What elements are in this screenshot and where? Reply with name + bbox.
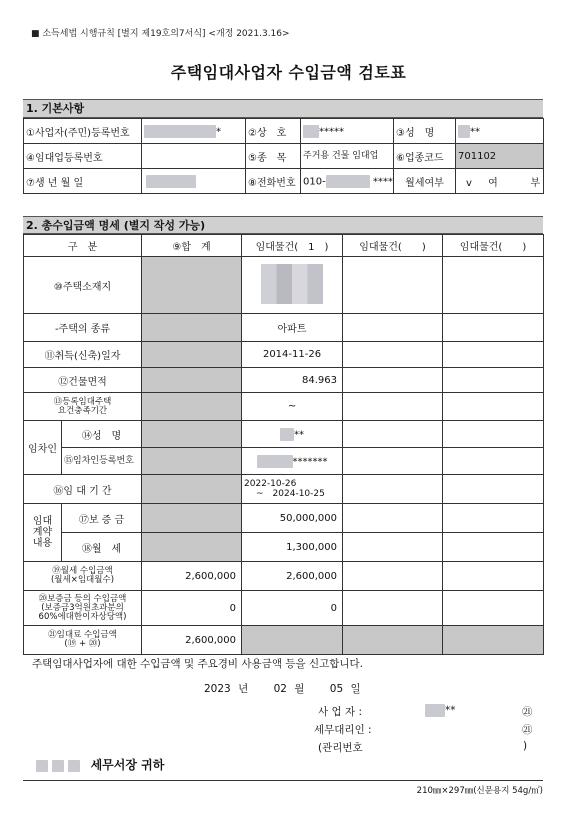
check-mark[interactable]: v bbox=[466, 177, 472, 189]
prop1-lease-period[interactable] bbox=[242, 475, 343, 504]
total-deposit bbox=[142, 504, 242, 533]
option-yes[interactable]: 여 bbox=[488, 177, 498, 189]
mgmt-label: (관리번호 bbox=[318, 742, 363, 754]
prop3-rent-income[interactable] bbox=[443, 562, 544, 591]
prop1-address[interactable] bbox=[242, 257, 343, 314]
label-address: ⑩주택소재지 bbox=[24, 257, 142, 314]
prop2-deposit-income[interactable] bbox=[343, 591, 443, 626]
deposit-income-line3: 60%에대한이자상당액) bbox=[38, 611, 127, 622]
col-prop1: 임대물건( 1 ) bbox=[242, 235, 343, 257]
owner-label: 사 업 자 : bbox=[318, 706, 362, 718]
office-line bbox=[36, 756, 164, 773]
prop1-acq-date[interactable]: 2014-11-26 bbox=[242, 342, 343, 368]
rent-income-line1: ⑲월세 수입금액 bbox=[52, 566, 113, 576]
redacted-tenant-reg bbox=[257, 455, 293, 468]
label-acq-date: ⑪취득(신축)일자 bbox=[24, 342, 142, 368]
prop2-lease-period[interactable] bbox=[343, 475, 443, 504]
prop2-tenant-name[interactable] bbox=[343, 421, 443, 448]
label-lease-period: ⑯임 대 기 간 bbox=[24, 475, 142, 504]
prop1-house-type[interactable]: 아파트 bbox=[242, 314, 343, 342]
phone-tail: **** bbox=[372, 176, 393, 187]
prop1-tenant-reg[interactable] bbox=[242, 448, 343, 475]
label-area: ⑫건물면적 bbox=[24, 368, 142, 393]
total-deposit-income[interactable]: 0 bbox=[142, 591, 242, 626]
prop1-tenant-name[interactable] bbox=[242, 421, 343, 448]
label-deposit: ⑰보 증 금 bbox=[62, 504, 142, 533]
label-tenant-name: ⑭성 명 bbox=[62, 421, 142, 448]
total-rent bbox=[142, 533, 242, 562]
mgmt-close: ) bbox=[523, 740, 528, 752]
label-tenant-reg: ⑮임차인등록번호 bbox=[62, 448, 142, 475]
prop3-house-type[interactable] bbox=[443, 314, 544, 342]
date-day-unit: 일 bbox=[350, 683, 361, 695]
prop1-rent-income[interactable]: 2,600,000 bbox=[242, 562, 343, 591]
label-phone: ⑧전화번호 bbox=[246, 169, 301, 194]
shop-name-tail: ***** bbox=[319, 126, 344, 137]
total-address bbox=[142, 257, 242, 314]
prop3-deposit[interactable] bbox=[443, 504, 544, 533]
rent-income-line2: (월세×임대월수) bbox=[50, 575, 115, 585]
date-month[interactable]: 02 bbox=[273, 683, 287, 695]
label-reg-period bbox=[24, 393, 142, 421]
total-lease-period bbox=[142, 475, 242, 504]
contract-group-label: 임대 계약 내용 bbox=[24, 504, 62, 562]
deposit-income-line2: (보증금3억원초과분의 bbox=[41, 602, 124, 613]
total-tenant-reg bbox=[142, 448, 242, 475]
prop2-tenant-reg[interactable] bbox=[343, 448, 443, 475]
reg-period-line1: ⑬등록임대주택 bbox=[53, 396, 112, 407]
prop1-deposit-income[interactable]: 0 bbox=[242, 591, 343, 626]
date-month-unit: 월 bbox=[294, 683, 305, 695]
owner-seal-icon: ㉑ bbox=[522, 706, 533, 718]
label-shop-name: ②상 호 bbox=[246, 119, 301, 144]
lease-income-line1: ㉑임대료 수입금액 bbox=[48, 630, 117, 640]
label-rent: ⑱월 세 bbox=[62, 533, 142, 562]
redacted-office-2 bbox=[52, 760, 64, 772]
tenant-reg-tail: ******* bbox=[292, 456, 328, 467]
prop2-deposit[interactable] bbox=[343, 504, 443, 533]
date-day[interactable]: 05 bbox=[329, 683, 344, 695]
label-name: ③성 명 bbox=[394, 119, 456, 144]
bottom-divider bbox=[23, 780, 543, 781]
label-monthly-rent-flag: 월세여부 bbox=[394, 169, 456, 194]
label-deposit-income bbox=[24, 591, 142, 626]
total-rent-income[interactable]: 2,600,000 bbox=[142, 562, 242, 591]
prop3-lease-income bbox=[443, 626, 544, 655]
redacted-name bbox=[458, 125, 470, 138]
prop2-acq-date[interactable] bbox=[343, 342, 443, 368]
label-business-type: ⑤종 목 bbox=[246, 144, 301, 169]
col-prop3: 임대물건( ) bbox=[443, 235, 544, 257]
date-year-unit: 년 bbox=[238, 683, 249, 695]
value-phone[interactable] bbox=[301, 169, 394, 194]
page-title: 주택임대사업자 수입금액 검토표 bbox=[170, 63, 407, 82]
prop3-acq-date[interactable] bbox=[443, 342, 544, 368]
prop3-rent[interactable] bbox=[443, 533, 544, 562]
prop2-lease-income bbox=[343, 626, 443, 655]
prop1-deposit[interactable]: 50,000,000 bbox=[242, 504, 343, 533]
prop3-deposit-income[interactable] bbox=[443, 591, 544, 626]
label-rent-income bbox=[24, 562, 142, 591]
value-birth[interactable] bbox=[142, 169, 246, 194]
redacted-reg-no bbox=[144, 125, 216, 138]
redacted-address bbox=[261, 264, 323, 304]
prop3-lease-period[interactable] bbox=[443, 475, 544, 504]
label-birth: ⑦생 년 월 일 bbox=[24, 169, 142, 194]
value-name[interactable] bbox=[456, 119, 544, 144]
office-recipient: 세무서장 귀하 bbox=[90, 758, 165, 772]
redacted-birth bbox=[146, 175, 196, 188]
lease-end: ~ 2024-10-25 bbox=[256, 489, 325, 499]
prop1-rent[interactable]: 1,300,000 bbox=[242, 533, 343, 562]
label-house-type: -주택의 종류 bbox=[24, 314, 142, 342]
section2-heading: 2. 총수입금액 명세 (별지 작성 가능) bbox=[23, 216, 543, 234]
prop2-address[interactable] bbox=[343, 257, 443, 314]
date-year[interactable]: 2023 bbox=[204, 683, 231, 695]
basic-info-table bbox=[23, 118, 544, 194]
prop2-area[interactable] bbox=[343, 368, 443, 393]
phone-prefix: 010- bbox=[303, 176, 326, 187]
prop3-tenant-name[interactable] bbox=[443, 421, 544, 448]
value-reg-no[interactable] bbox=[142, 119, 246, 144]
col-gubun: 구 분 bbox=[24, 235, 142, 257]
owner-tail: ** bbox=[445, 704, 456, 717]
prop3-address[interactable] bbox=[443, 257, 544, 314]
lease-start: 2022-10-26 bbox=[244, 479, 297, 489]
redacted-office-1 bbox=[36, 760, 48, 772]
redacted-phone bbox=[326, 175, 370, 188]
prop3-reg-period[interactable] bbox=[443, 393, 544, 421]
total-tenant-name bbox=[142, 421, 242, 448]
total-acq-date bbox=[142, 342, 242, 368]
col-total: ⑨합 계 bbox=[142, 235, 242, 257]
section1-heading: 1. 기본사항 bbox=[23, 99, 543, 118]
tenant-name-tail: ** bbox=[294, 429, 305, 440]
declaration-statement: 주택임대사업자에 대한 수입금액 및 주요경비 사용금액 등을 신고합니다. bbox=[32, 658, 363, 670]
deposit-income-line1: ⑳보증금 등의 수입금액 bbox=[38, 593, 127, 604]
label-reg-no: ①사업자(주민)등록번호 bbox=[24, 119, 142, 144]
name-tail: ** bbox=[470, 126, 480, 137]
prop1-lease-income bbox=[242, 626, 343, 655]
label-industry-code: ⑥업종코드 bbox=[394, 144, 456, 169]
redacted-shop-name bbox=[303, 125, 319, 138]
redacted-tenant-name bbox=[280, 428, 294, 441]
agent-label: 세무대리인 : bbox=[314, 724, 372, 736]
total-reg-period bbox=[142, 393, 242, 421]
prop1-reg-period[interactable]: ~ bbox=[242, 393, 343, 421]
prop2-house-type[interactable] bbox=[343, 314, 443, 342]
agent-seal-icon: ㉑ bbox=[522, 724, 533, 736]
value-lease-reg[interactable] bbox=[142, 144, 246, 169]
value-shop-name[interactable] bbox=[301, 119, 394, 144]
owner-value[interactable] bbox=[425, 704, 456, 717]
total-house-type bbox=[142, 314, 242, 342]
paper-spec: 210㎜×297㎜(신문용지 54g/㎡) bbox=[416, 786, 543, 796]
col-prop2: 임대물건( ) bbox=[343, 235, 443, 257]
redacted-office-3 bbox=[68, 760, 80, 772]
option-no[interactable]: 부 bbox=[530, 177, 540, 189]
value-business-type[interactable]: 주거용 건물 임대업 bbox=[301, 144, 394, 169]
date-line bbox=[204, 681, 361, 696]
reg-no-tail: * bbox=[216, 126, 221, 137]
total-area bbox=[142, 368, 242, 393]
prop3-tenant-reg[interactable] bbox=[443, 448, 544, 475]
prop2-rent-income[interactable] bbox=[343, 562, 443, 591]
label-lease-reg: ④임대업등록번호 bbox=[24, 144, 142, 169]
total-lease-income[interactable]: 2,600,000 bbox=[142, 626, 242, 655]
income-table bbox=[23, 234, 544, 655]
lease-income-line2: (⑲ + ⑳) bbox=[64, 639, 101, 649]
prop2-rent[interactable] bbox=[343, 533, 443, 562]
redacted-owner bbox=[425, 704, 445, 717]
label-lease-income bbox=[24, 626, 142, 655]
reg-period-line2: 요건충족기간 bbox=[57, 405, 108, 416]
prop1-area[interactable]: 84.963 bbox=[242, 368, 343, 393]
value-industry-code[interactable]: 701102 bbox=[456, 144, 544, 169]
value-monthly-rent-flag[interactable] bbox=[456, 169, 544, 194]
prop2-reg-period[interactable] bbox=[343, 393, 443, 421]
tenant-group-label: 임차인 bbox=[24, 421, 62, 475]
prop3-area[interactable] bbox=[443, 368, 544, 393]
law-reference: ■ 소득세법 시행규칙 [별지 제19호의7서식] <개정 2021.3.16> bbox=[31, 29, 290, 39]
